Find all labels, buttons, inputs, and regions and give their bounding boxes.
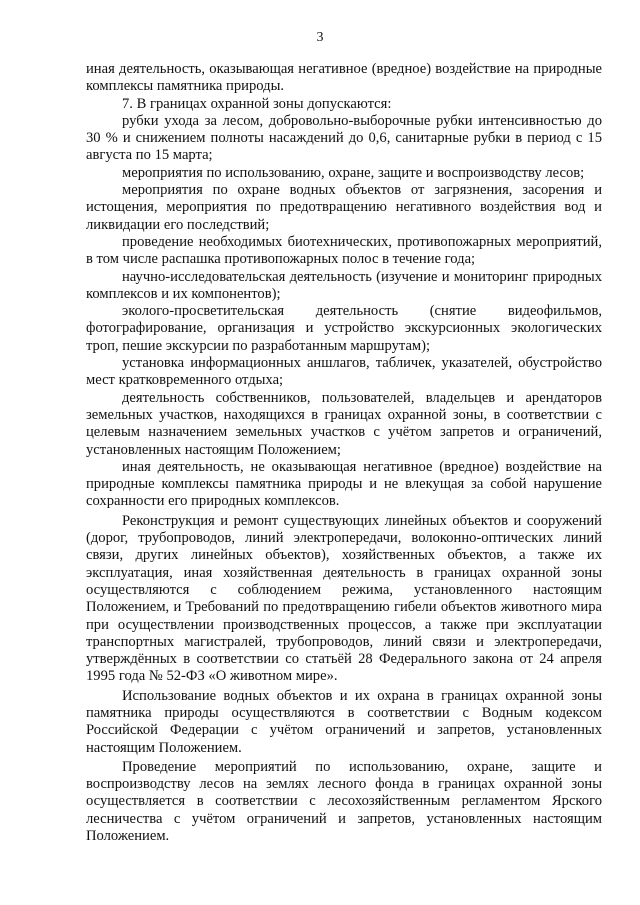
section-heading-7: 7. В границах охранной зоны допускаются: (122, 95, 392, 112)
page-number: 3 (316, 30, 324, 45)
paragraph-reconstruction: Реконструкция и ремонт существующих линейных объектов и сооружений (дорог, трубопроводов, линий электропередачи, волоконно-оптических линий связи, других линейных объектов), хозяйственных объектов, а также их эксплуатация, иная хозяйственная деятельность в границах охранной зоны осуществляются с соблюдением режима, установленного настоящим Положением, и Требований по предотвращению гибели объектов животного мира при осуществлении производственных процессов, а также при эксплуатации транспортных магистралей, трубопроводов, линий связи и электропередачи, утверждённых в соответствии со статьёй 28 Федерального закона от 24 апреля 1995 года № 52-ФЗ «О животном мире». (86, 512, 602, 685)
paragraph-forest-management: Проведение мероприятий по использованию, охране, защите и воспроизводству лесов на землях лесного фонда в границах охранной зоны осуществляется в соответствии с лесохозяйственным регламентом Ярского лесничества с учётом ограничений и запретов, установленных настоящим Положением. (86, 758, 602, 845)
document-body (86, 61, 602, 845)
list-item-biotechnical: проведение необходимых биотехнических, противопожарных мероприятий, в том числе распашка противопожарных полос в течение года; (86, 233, 602, 268)
paragraph-continuation: иная деятельность, оказывающая негативное (вредное) воздействие на природные комплексы памятника природы. (86, 61, 602, 95)
list-item-signage: установка информационных аншлагов, табличек, указателей, обустройство мест кратковременного отдыха; (86, 355, 602, 389)
list-item-felling: рубки ухода за лесом, добровольно-выборочные рубки интенсивностью до 30 % и снижением полноты насаждений до 0,6, санитарные рубки в период с 15 августа по 15 марта; (86, 112, 602, 164)
list-item-forest-measures: мероприятия по использованию, охране, защите и воспроизводству лесов; (122, 164, 585, 181)
list-item-land-owners: деятельность собственников, пользователей, владельцев и арендаторов земельных участков, находящихся в границах охранной зоны, в соответствии с целевым назначением земельных участков с учётом запретов и ограничений, установленных настоящим Положением; (86, 389, 602, 458)
list-item-research: научно-исследовательская деятельность (изучение и мониторинг природных комплексов и их компонентов); (86, 268, 602, 302)
list-item-education: эколого-просветительская деятельность (снятие видеофильмов, фотографирование, организация и устройство экскурсионных экологических троп, пешие экскурсии по разработанным маршрутам); (86, 303, 602, 354)
paragraph-water-use: Использование водных объектов и их охрана в границах охранной зоны памятника природы осуществляются в соответствии с Водным кодексом Российской Федерации с учётом ограничений и запретов, установленных настоящим Положением. (86, 687, 602, 756)
list-item-other-activity: иная деятельность, не оказывающая негативное (вредное) воздействие на природные комплексы памятника природы и не влекущая за собой нарушение сохранности его природных комплексов. (86, 458, 602, 510)
list-item-water-protection: мероприятия по охране водных объектов от загрязнения, засорения и истощения, мероприятия по предотвращению негативного воздействия вод и ликвидации его последствий; (86, 182, 602, 233)
